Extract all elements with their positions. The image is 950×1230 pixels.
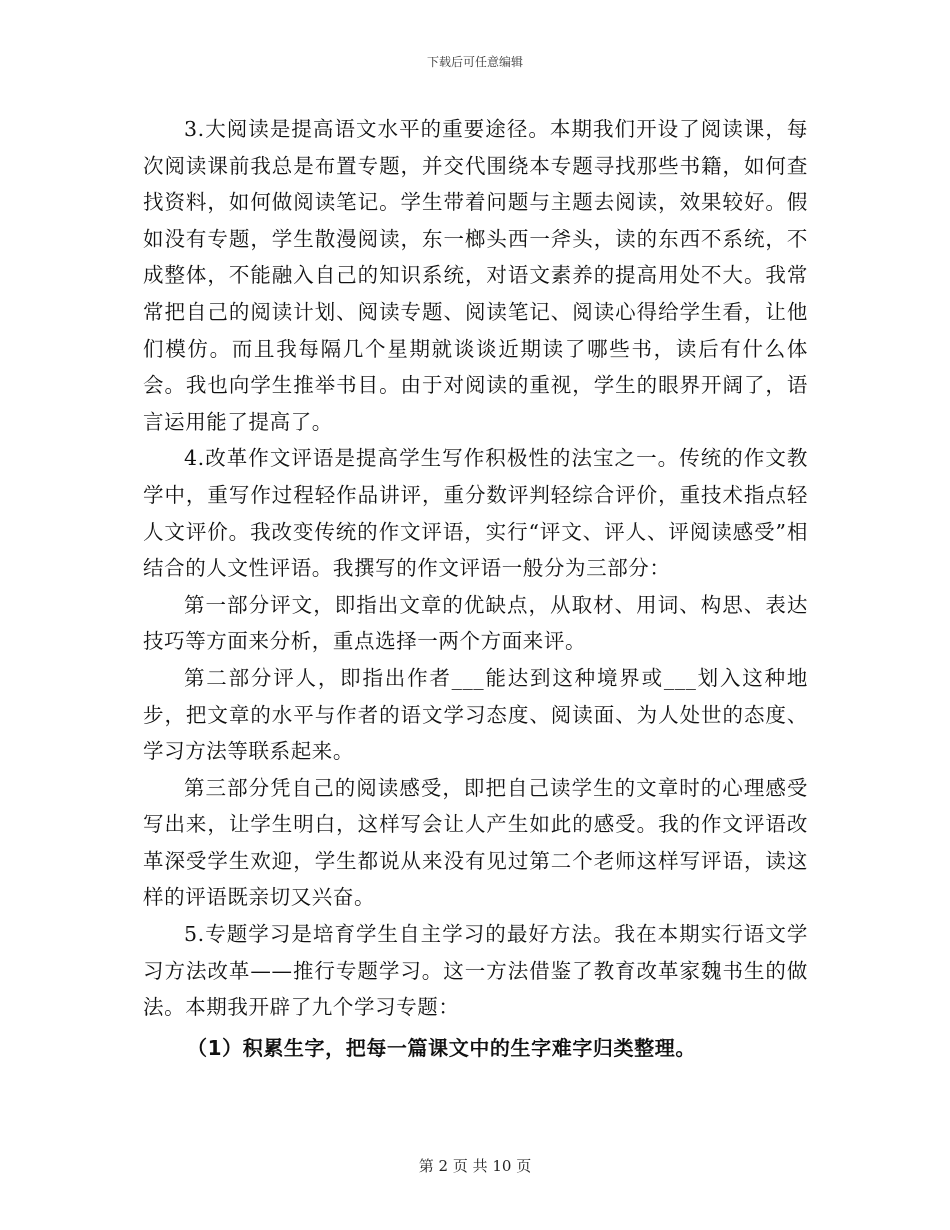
paragraph-item-1: （1）积累生字，把每一篇课文中的生字难字归类整理。	[187, 1035, 696, 1060]
paragraph-part-two: 第二部分评人，即指出作者___能达到这种境界或___划入这种地步，把文章的水平与作者的语文学习态度、阅读面、为人处世的态度、学习方法等联系起来。	[143, 665, 808, 764]
paragraph-composition-comments: 4.改革作文评语是提高学生写作积极性的法宝之一。传统的作文教学中，重写作过程轻作品讲评，重分数评判轻综合评价，重技术指点轻人文评价。我改变传统的作文评语，实行“评文、评人、评阅读感受”相结合的人文性评语。我撰写的作文评语一般分为三部分：	[143, 446, 808, 581]
page-header: 下载后可任意编辑	[426, 55, 523, 69]
paragraph-topic-study: 5.专题学习是培育学生自主学习的最好方法。我在本期实行语文学习方法改革——推行专题学习。这一方法借鉴了教育改革家魏书生的做法。本期我开辟了九个学习专题：	[143, 922, 808, 1020]
page-footer: 第 2 页 共 10 页	[418, 1157, 532, 1175]
document-body	[143, 111, 808, 1066]
paragraph-part-one: 第一部分评文，即指出文章的优缺点，从取材、用词、构思、表达技巧等方面来分析，重点选择一两个方面来评。	[143, 592, 808, 654]
paragraph-part-three: 第三部分凭自己的阅读感受，即把自己读学生的文章时的心理感受写出来，让学生明白，这样写会让人产生如此的感受。我的作文评语改革深受学生欢迎，学生都说从来没有见过第二个老师这样写评语，读这样的评语既亲切又兴奋。	[143, 775, 808, 910]
paragraph-reading: 3.大阅读是提高语文水平的重要途径。本期我们开设了阅读课，每次阅读课前我总是布置专题，并交代围绕本专题寻找那些书籍，如何查找资料，如何做阅读笔记。学生带着问题与主题去阅读，效果较好。假如没有专题，学生散漫阅读，东一榔头西一斧头，读的东西不系统，不成整体，不能融入自己的知识系统，对语文素养的提高用处不大。我常常把自己的阅读计划、阅读专题、阅读笔记、阅读心得给学生看，让他们模仿。而且我每隔几个星期就谈谈近期读了哪些书，读后有什么体会。我也向学生推举书目。由于对阅读的重视，学生的眼界开阔了，语言运用能了提高了。	[143, 117, 808, 434]
